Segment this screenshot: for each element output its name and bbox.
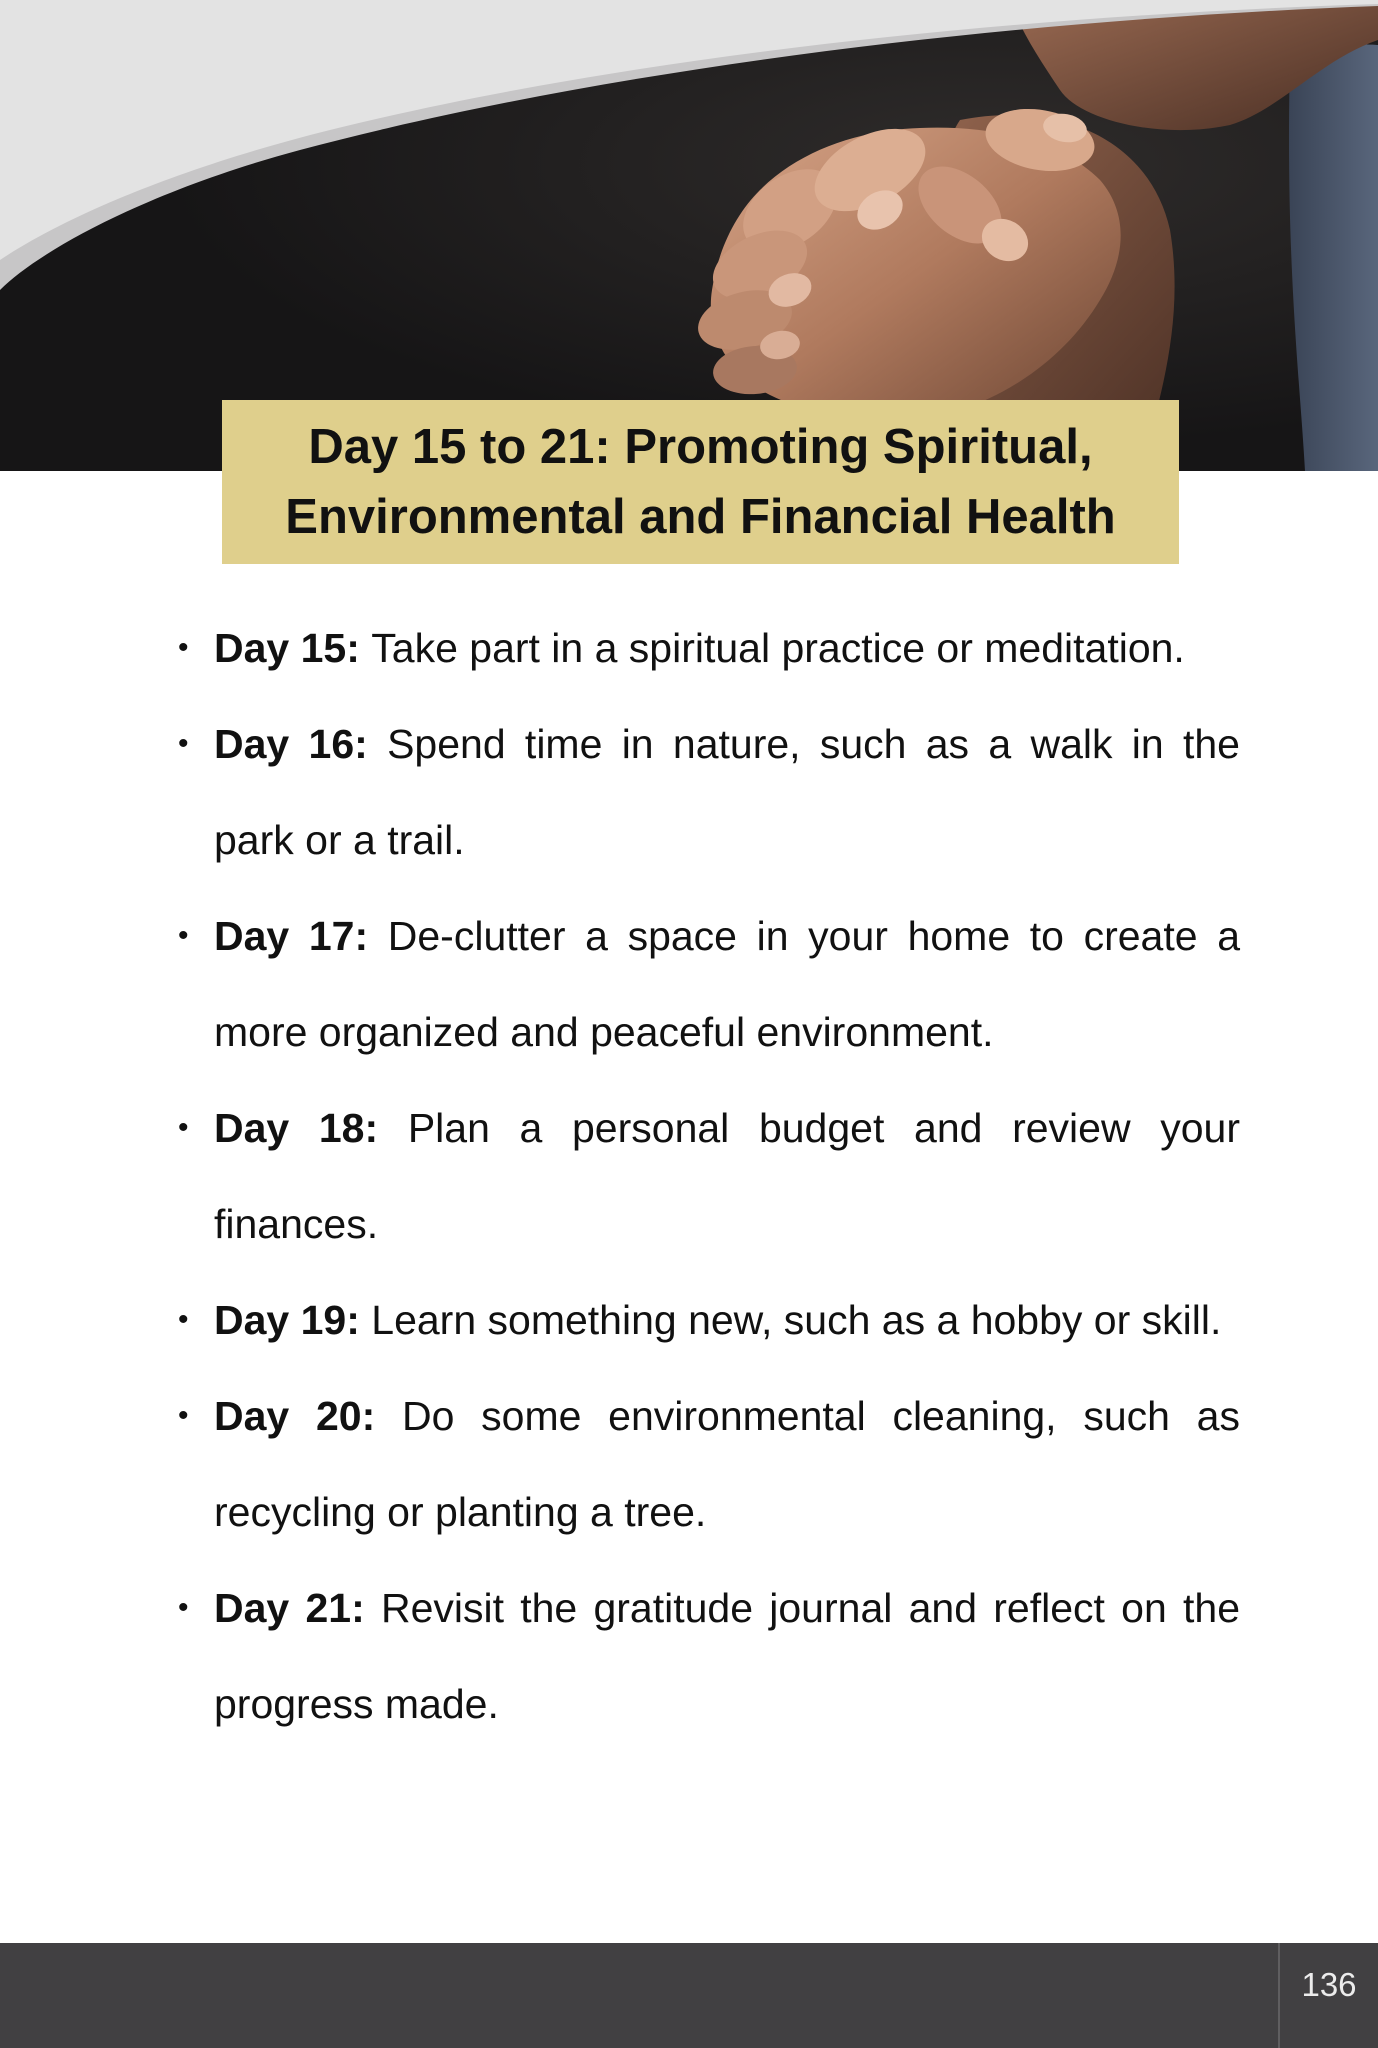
day-label: Day 19: bbox=[214, 1297, 372, 1343]
item-text: De-clutter a space in your home to create a more organized and peaceful environment. bbox=[214, 913, 1240, 1055]
bullet-icon: • bbox=[178, 631, 189, 664]
section-title-line-1: Day 15 to 21: Promoting Spiritual, bbox=[308, 420, 1093, 474]
day-label: Day 20: bbox=[214, 1393, 402, 1439]
bullet-icon: • bbox=[178, 1111, 189, 1144]
list-item bbox=[175, 600, 1240, 696]
day-label: Day 15: bbox=[214, 625, 372, 671]
day-label: Day 18: bbox=[214, 1105, 408, 1151]
item-text: Learn something new, such as a hobby or skill. bbox=[371, 1297, 1222, 1343]
page-footer bbox=[0, 1943, 1378, 2048]
item-text: Take part in a spiritual practice or meditation. bbox=[371, 625, 1185, 671]
list-item bbox=[175, 1272, 1240, 1368]
day-label: Day 17: bbox=[214, 913, 388, 959]
bullet-icon: • bbox=[178, 1303, 189, 1336]
section-title-box bbox=[222, 400, 1179, 564]
daily-activities-list bbox=[175, 600, 1240, 1752]
item-text: Do some environmental cleaning, such as recycling or planting a tree. bbox=[214, 1393, 1240, 1535]
page-number: 136 bbox=[1301, 1966, 1357, 2003]
list-item bbox=[175, 888, 1240, 1080]
list-item bbox=[175, 696, 1240, 888]
item-text: Plan a personal budget and review your finances. bbox=[214, 1105, 1240, 1247]
day-label: Day 16: bbox=[214, 721, 388, 767]
day-label: Day 21: bbox=[214, 1585, 381, 1631]
item-text: Spend time in nature, such as a walk in the park or a trail. bbox=[214, 721, 1240, 863]
bullet-icon: • bbox=[178, 727, 189, 760]
list-item bbox=[175, 1368, 1240, 1560]
bullet-icon: • bbox=[178, 1399, 189, 1432]
bullet-icon: • bbox=[178, 919, 189, 952]
list-item bbox=[175, 1080, 1240, 1272]
item-text: Revisit the gratitude journal and reflect on the progress made. bbox=[214, 1585, 1240, 1727]
bullet-icon: • bbox=[178, 1591, 189, 1624]
section-title-line-2: Environmental and Financial Health bbox=[285, 490, 1116, 544]
list-item bbox=[175, 1560, 1240, 1752]
